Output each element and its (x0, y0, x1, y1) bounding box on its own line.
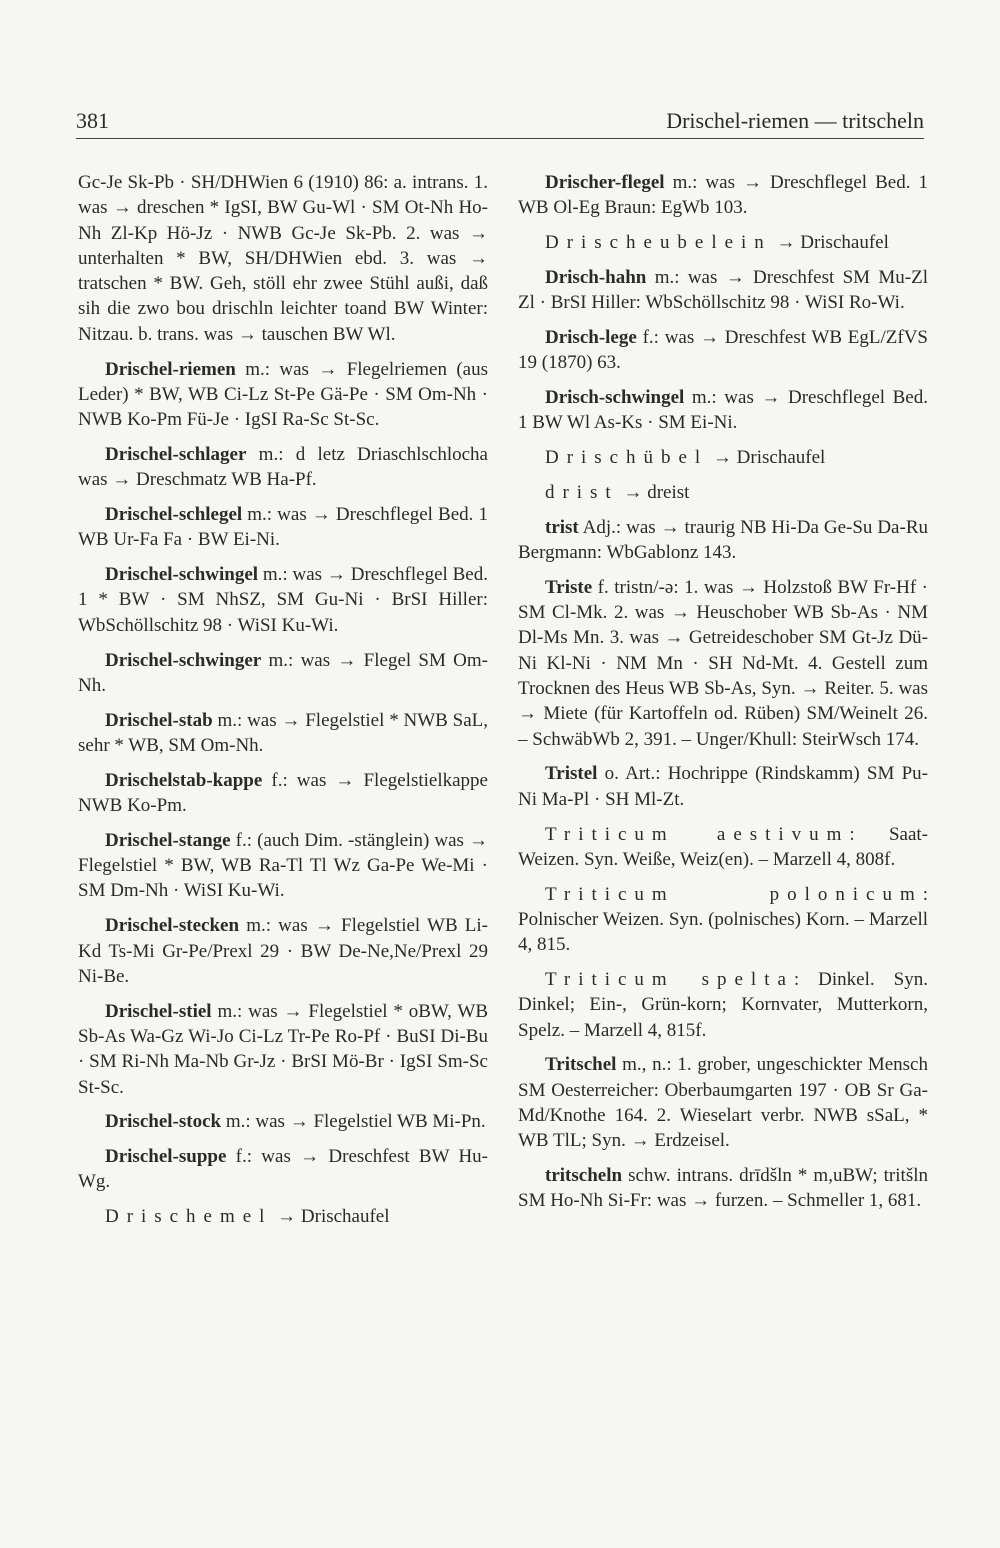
botanical-entry (518, 882, 928, 958)
headword: Drischel-schlager (105, 443, 247, 465)
headword: Drischel-suppe (105, 1146, 227, 1168)
entry-body: : Saat-Weizen. Syn. Weiße, Weiz(en). – Marzell 4, 808f. (518, 823, 928, 870)
entry-body: f.: was → Dreschfest BW Hu-Wg. (78, 1146, 488, 1193)
entry-body: o. Art.: Hochrippe (Rindskamm) SM Pu-Ni Ma-Pl · SH Ml-Zt. (518, 763, 928, 810)
cross-reference-entry (518, 480, 928, 505)
headword: Drischel-stiel (105, 1000, 212, 1022)
cross-reference-entry (518, 445, 928, 470)
headword: Drischel-schwingel (105, 564, 259, 586)
dictionary-entry (518, 575, 928, 752)
headword: Drischel-schlegel (105, 504, 243, 526)
dictionary-entry (78, 999, 488, 1100)
dictionary-entry (78, 708, 488, 759)
dictionary-entry (518, 170, 928, 221)
running-title: Drischel-riemen — tritscheln (666, 108, 924, 133)
entry-body: f.: was → Dreschfest WB EgL/ZfVS 19 (1870) 63. (518, 326, 928, 374)
entry-body: m.: was → Flegelstiel WB Li-Kd Ts-Mi Gr-Pe/Prexl 29 · BW De-Ne,Ne/Prexl 29 Ni-Be. (78, 915, 488, 987)
entry-body: : Polnischer Weizen. Syn. (polnisches) Korn. – Marzell 4, 815. (518, 883, 928, 956)
page-number: 381 (76, 108, 109, 133)
dictionary-entry (518, 515, 928, 566)
spaced-headword: Drischeubelein (545, 232, 772, 254)
dictionary-entry (78, 357, 488, 433)
page-header (76, 108, 924, 138)
spaced-headword: Drischemel (105, 1206, 273, 1228)
entry-body: m.: was → Dreschfest SM Mu-Zl Zl · BrSI Hiller: WbSchöllschitz 98 · WiSI Ro-Wi. (518, 266, 928, 314)
headword: Drischel-schwinger (105, 649, 262, 671)
headword: tritscheln (545, 1165, 623, 1187)
entry-body: m.: was → Flegel SM Om-Nh. (78, 649, 488, 696)
dictionary-entry (78, 913, 488, 989)
right-column (518, 170, 928, 1223)
cross-reference-entry (78, 1204, 488, 1229)
dictionary-entry (518, 265, 928, 316)
left-column (78, 170, 488, 1239)
entry-body: m.: was → Dreschflegel Bed. 1 * BW · SM NhSZ, SM Gu-Ni · BrSI Hiller: WbSchöllschitz 98 · WiSI Ku-Wi. (78, 564, 488, 636)
header-rule (76, 138, 924, 139)
cross-reference-target: → Drischaufel (708, 447, 826, 469)
cross-reference-target: → Drischaufel (771, 232, 889, 254)
dictionary-entry (78, 828, 488, 904)
botanical-entry (518, 822, 928, 873)
entry-body: : Dinkel. Syn. Dinkel; Ein-, Grün-korn; Kornvater, Mutterkorn, Spelz. – Marzell 4, 815f. (518, 969, 928, 1041)
dictionary-entry (78, 502, 488, 553)
entry-body: m.: was → Flegelstiel WB Mi-Pn. (221, 1111, 486, 1133)
dictionary-entry (78, 768, 488, 819)
dictionary-entry (518, 385, 928, 436)
entry-body: m., n.: 1. grober, ungeschickter Mensch SM Oesterreicher: Oberbaumgarten 197 · OB Sr Ga-Md/Knothe 164. 2. Wieselart verbr. NWB sSaL, * WB TlL; Syn. → Erdzeisel. (518, 1054, 928, 1152)
spaced-headword: Triticum polonicum (545, 883, 923, 905)
headword: Drischel-stecken (105, 915, 240, 937)
headword: Drisch-lege (545, 326, 637, 348)
dictionary-entry (518, 761, 928, 812)
dictionary-entry (518, 1163, 928, 1214)
entry-body: m.: was → Flegelstiel * NWB SaL, sehr * WB, SM Om-Nh. (78, 709, 488, 756)
continuation-text: Gc-Je Sk-Pb · SH/DHWien 6 (1910) 86: a. intrans. 1. was → dreschen * IgSI, BW Gu-Wl · SM Ot-Nh Ho-Nh Zl-Kp Hö-Jz · NWB Gc-Je Sk-Pb. 2. was → unterhalten * BW, SH/DHWien ebd. 3. was → tratschen * BW. Geh, stöll ehr zwee Stühl außi, daß sih die zwo bou drischln leichter toand BW Winter: Nitzau. b. trans. was → tauschen BW Wl. (78, 172, 488, 345)
entry-body: m.: was → Flegelstiel * oBW, WB Sb-As Wa-Gz Wi-Jo Ci-Lz Tr-Pe Ro-Pf · BuSI Di-Bu · SM Ri-Nh Ma-Nb Gr-Jz · BrSI Mö-Br · IgSI Sm-Sc St-Sc. (78, 1000, 488, 1098)
entry-body: f.: was → Flegelstielkappe NWB Ko-Pm. (78, 769, 488, 817)
headword: Drischer-flegel (545, 172, 665, 193)
headword: Tristel (545, 763, 598, 785)
spaced-headword: Triticum aestivum (545, 823, 850, 845)
dictionary-entry (78, 1144, 488, 1195)
entry-body: schw. intrans. drīdšln * m,uBW; tritšln SM Ho-Nh Si-Fr: was → furzen. – Schmeller 1, 681. (518, 1165, 928, 1212)
botanical-entry (518, 967, 928, 1043)
entry-body: f.: (auch Dim. -stänglein) was → Flegelstiel * BW, WB Ra-Tl Tl Wz Ga-Pe We-Mi · SM Dm-Nh · WiSI Ku-Wi. (78, 829, 488, 902)
entry-body: m.: was → Flegelriemen (aus Leder) * BW, WB Ci-Lz St-Pe Gä-Pe · SM Om-Nh · NWB Ko-Pm Fü-Je · IgSI Ra-Sc St-Sc. (78, 358, 488, 431)
entry-body: f. tristn/-ə: 1. was → Holzstoß BW Fr-Hf · SM Cl-Mk. 2. was → Heuschober WB Sb-As · NM Dl-Ms Mn. 3. was → Getreideschober SM Gt-Jz Dü-Ni Kl-Ni · NM Mn · SH Nd-Mt. 4. Gestell zum Trocknen des Heus WB Sb-As, Syn. → Reiter. 5. was → Miete (für Kartoffeln od. Rüben) SM/Weinelt 26. – SchwäbWb 2, 391. – Unger/Khull: SteirWsch 174. (518, 576, 928, 750)
headword: trist (545, 516, 579, 538)
headword: Drischel-stab (105, 709, 213, 731)
dictionary-entry (78, 1109, 488, 1134)
cross-reference-target: → dreist (618, 481, 690, 503)
spaced-headword: Triticum spelta (545, 969, 794, 991)
dictionary-entry (78, 562, 488, 638)
dictionary-entry (78, 442, 488, 493)
cross-reference-target: → Drischaufel (272, 1206, 390, 1228)
dictionary-entry (78, 648, 488, 699)
entry-body: m.: d letz Driaschlschlocha was → Dreschmatz WB Ha-Pf. (78, 443, 488, 491)
entry-body: m.: was → Dreschflegel Bed. 1 WB Ol-Eg Braun: EgWb 103. (518, 172, 928, 219)
dictionary-entry (518, 325, 928, 376)
spaced-headword: Drischübel (545, 447, 709, 469)
cross-reference-entry (518, 230, 928, 255)
dictionary-entry (518, 1052, 928, 1153)
headword: Drischelstab-kappe (105, 769, 263, 791)
headword: Drischel-stock (105, 1111, 222, 1133)
entry-body: Adj.: was → traurig NB Hi-Da Ge-Su Da-Ru Bergmann: WbGablonz 143. (518, 516, 928, 564)
headword: Tritschel (545, 1054, 617, 1076)
headword: Triste (545, 576, 593, 598)
headword: Drischel-riemen (105, 358, 236, 380)
headword: Drischel-stange (105, 829, 231, 851)
spaced-headword: drist (545, 481, 619, 503)
entry-body: m.: was → Dreschflegel Bed. 1 BW Wl As-Ks · SM Ei-Ni. (518, 387, 928, 434)
headword: Drisch-schwingel (545, 387, 685, 409)
headword: Drisch-hahn (545, 266, 647, 288)
entry-body: m.: was → Dreschflegel Bed. 1 WB Ur-Fa Fa · BW Ei-Ni. (78, 504, 488, 551)
